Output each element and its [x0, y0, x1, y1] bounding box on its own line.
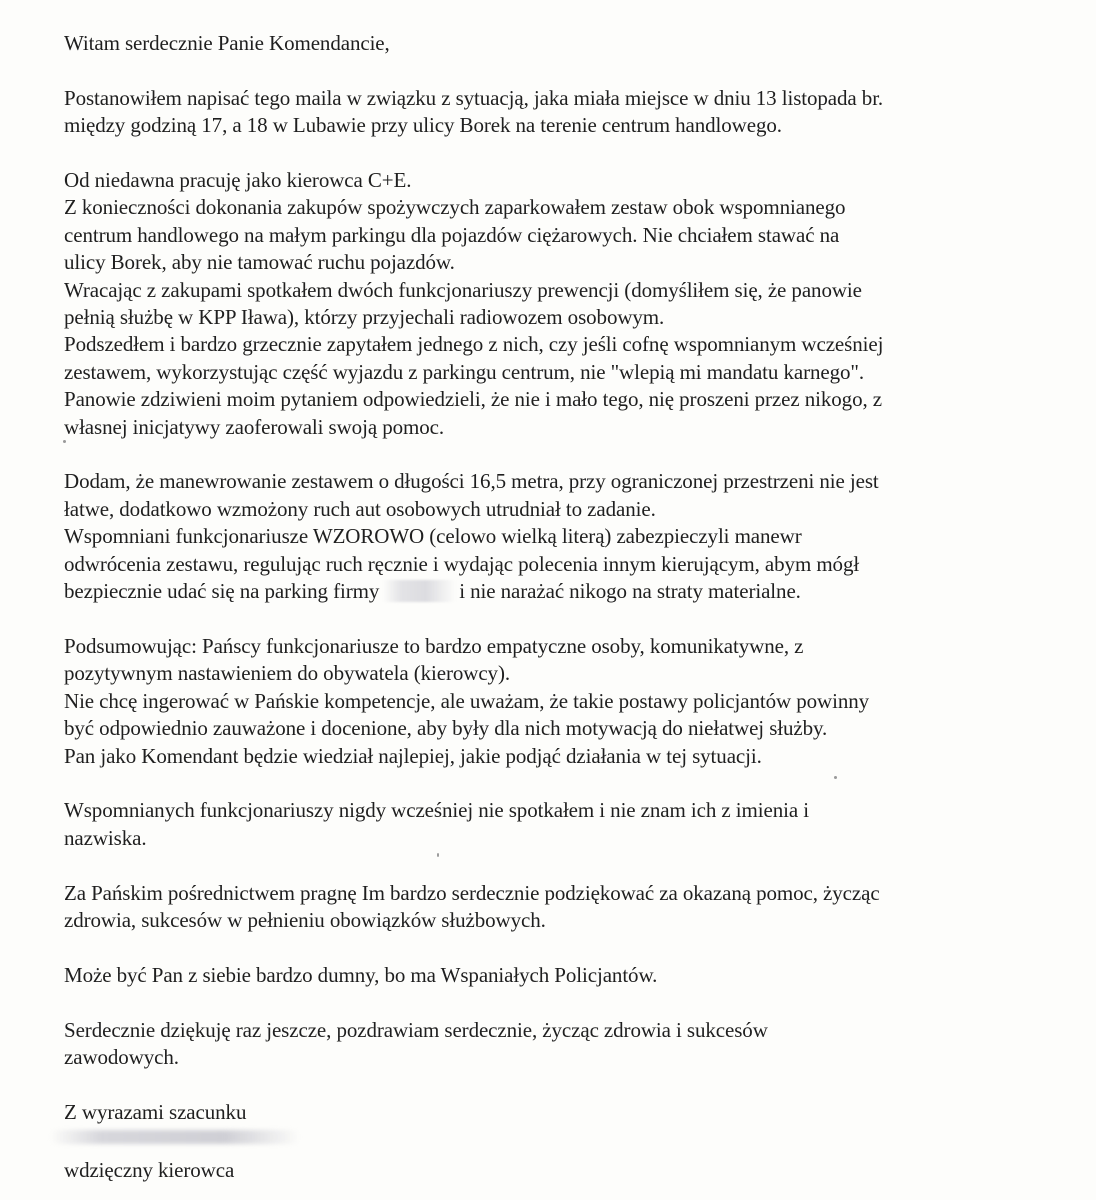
text-line: Nie chcę ingerować w Pańskie kompetencje, ale uważam, że takie postawy policjantów powinny [64, 688, 870, 713]
closing [64, 1099, 1074, 1126]
greeting-line: Witam serdecznie Panie Komendancie, [64, 31, 390, 55]
text-line: Podsumowując: Pańscy funkcjonariusze to bardzo empatyczne osoby, komunikatywne, z [64, 633, 804, 658]
paragraph-summary [64, 633, 1074, 770]
text-line: Wspomnianych funkcjonariuszy nigdy wcześniej nie spotkałem i nie znam ich z imienia i [64, 798, 809, 823]
text-line: nazwiska. [64, 825, 147, 850]
text-line: odwrócenia zestawu, regulując ruch ręcznie i wydając polecenia innym kierującym, abym mógł [64, 551, 860, 576]
text-line: Z konieczności dokonania zakupów spożywczych zaparkowałem zestaw obok wspomnianego [64, 195, 846, 220]
text-line: ulicy Borek, aby nie tamować ruchu pojazdów. [64, 250, 455, 275]
text-line: łatwe, dodatkowo wzmożony ruch aut osobowych utrudniał to zadanie. [64, 496, 656, 521]
text-line: Pan jako Komendant będzie wiedział najlepiej, jakie podjąć działania w tej sytuacji. [64, 743, 762, 768]
text-line: własnej inicjatywy zaoferowali swoją pomoc. [64, 414, 444, 439]
scan-speck [63, 440, 66, 443]
text-line: zdrowia, sukcesów w pełnieniu obowiązków służbowych. [64, 907, 546, 932]
signoff [64, 1157, 1074, 1184]
text-line: Dodam, że manewrowanie zestawem o długości 16,5 metra, przy ograniczonej przestrzeni nie jest [64, 469, 879, 494]
closing-line: Z wyrazami szacunku [64, 1099, 247, 1124]
text-line: Wspomniani funkcjonariusze WZOROWO (celowo wielką literą) zabezpieczyli manewr [64, 524, 802, 549]
text-line-with-redaction [64, 578, 1074, 605]
redacted-company-name [383, 580, 455, 602]
signoff-line: wdzięczny kierowca [64, 1158, 235, 1183]
text-fragment: i nie narażać nikogo na straty materialne. [459, 579, 801, 604]
text-line: Serdecznie dziękuję raz jeszcze, pozdrawiam serdecznie, życząc zdrowia i sukcesów [64, 1017, 768, 1042]
scan-speck [437, 853, 439, 857]
text-line: Panowie zdziwieni moim pytaniem odpowiedzieli, że nie i mało tego, nię proszeni przez nikogo, z [64, 387, 883, 412]
redacted-signature [50, 1130, 300, 1144]
text-fragment: bezpiecznie udać się na parking firmy [64, 579, 380, 604]
text-line: zestawem, wykorzystując część wyjazdu z parkingu centrum, nie "wlepią mi mandatu karnego". [64, 359, 865, 384]
paragraph-unknown-officers [64, 797, 1074, 852]
text-line: Za Pańskim pośrednictwem pragnę Im bardzo serdecznie podziękować za okazaną pomoc, życząc [64, 880, 880, 905]
text-line: pełnią służbę w KPP Iława), którzy przyjechali radiowozem osobowym. [64, 305, 665, 330]
text-line: Podszedłem i bardzo grzecznie zapytałem jednego z nich, czy jeśli cofnę wspomnianym wcześniej [64, 332, 884, 357]
text-line: Postanowiłem napisać tego maila w związku z sytuacją, jaka miała miejsce w dniu 13 listopada br. [64, 85, 884, 110]
letter-body [64, 30, 1074, 1185]
greeting [64, 30, 1074, 57]
text-line: Od niedawna pracuję jako kierowca C+E. [64, 168, 412, 192]
scan-speck [834, 776, 837, 779]
paragraph-situation [64, 167, 1074, 441]
text-line: Może być Pan z siebie bardzo dumny, bo ma Wspaniałych Policjantów. [64, 962, 658, 987]
text-line: zawodowych. [64, 1044, 179, 1069]
paragraph-regards [64, 1017, 1074, 1072]
paragraph-manoeuvre [64, 468, 1074, 605]
text-line: między godziną 17, a 18 w Lubawie przy ulicy Borek na terenie centrum handlowego. [64, 113, 782, 138]
paragraph-thanks [64, 880, 1074, 935]
text-line: centrum handlowego na małym parkingu dla pojazdów ciężarowych. Nie chciałem stawać na [64, 222, 840, 247]
paragraph-proud [64, 962, 1074, 989]
text-line: być odpowiednio zauważone i docenione, aby były dla nich motywacją do niełatwej służby. [64, 716, 828, 741]
text-line: pozytywnym nastawieniem do obywatela (kierowcy). [64, 661, 510, 686]
text-line: Wracając z zakupami spotkałem dwóch funkcjonariuszy prewencji (domyśliłem się, że panowie [64, 277, 862, 302]
paragraph-incident [64, 85, 1074, 140]
